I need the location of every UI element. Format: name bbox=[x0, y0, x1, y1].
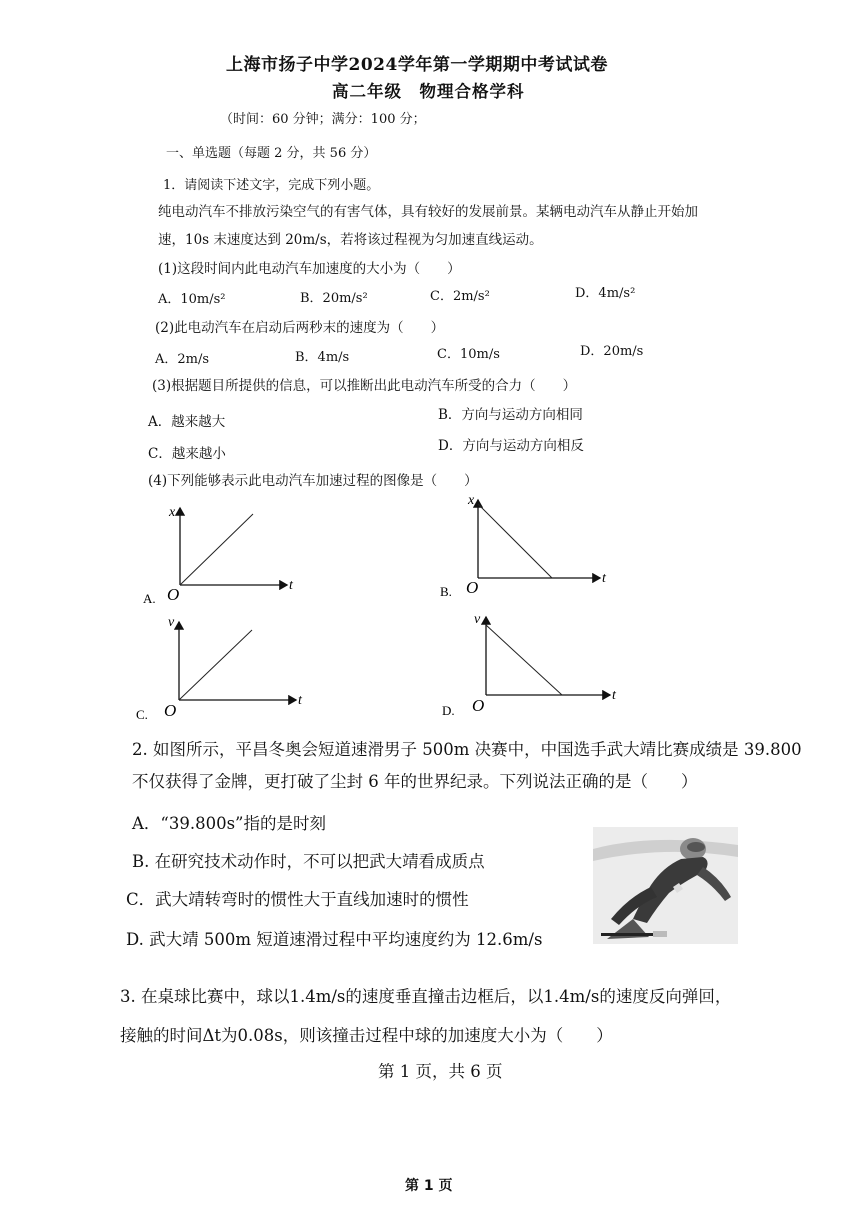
speed-skater-photo bbox=[593, 827, 738, 944]
q1-sub1-option-c: C．2m/s² bbox=[430, 289, 490, 304]
x-axis-label: t bbox=[298, 693, 302, 708]
graph-b bbox=[432, 490, 622, 602]
q1-sub1-option-b: B．20m/s² bbox=[300, 291, 368, 306]
q1-sub2-option-d: D．20m/s bbox=[580, 344, 644, 359]
graph-line bbox=[180, 514, 253, 585]
q3-line2: 接触的时间Δt为0.08s，则该撞击过程中球的加速度大小为（ ） bbox=[120, 1026, 613, 1045]
y-axis-label: x bbox=[169, 505, 176, 520]
exam-title: 上海市扬子中学2024学年第一学期期中考试试卷 bbox=[226, 55, 608, 75]
q2-option-d: D. 武大靖 500m 短道速滑过程中平均速度约为 12.6m/s bbox=[126, 930, 543, 949]
exam-subtitle: 高二年级 物理合格学科 bbox=[332, 82, 525, 101]
q1-sub1-stem: (1)这段时间内此电动汽车加速度的大小为（ ） bbox=[158, 261, 461, 277]
graph-line bbox=[478, 504, 552, 578]
x-axis-label: t bbox=[602, 571, 606, 586]
page-footer: 第 1 页，共 6 页 bbox=[378, 1062, 503, 1081]
y-axis-label: v bbox=[168, 615, 175, 630]
q1-sub3-option-d: D．方向与运动方向相反 bbox=[438, 438, 584, 454]
q2-line2: 不仅获得了金牌，更打破了尘封 6 年的世界纪录。下列说法正确的是（ ） bbox=[132, 772, 698, 791]
time-info: （时间：60 分钟；满分：100 分； bbox=[220, 112, 426, 127]
y-axis-label: v bbox=[474, 612, 481, 627]
q2-option-a: A．“39.800s”指的是时刻 bbox=[132, 814, 326, 833]
q1-sub3-option-b: B．方向与运动方向相同 bbox=[438, 407, 583, 423]
graph-c bbox=[132, 610, 312, 722]
section-heading: 一、单选题（每题 2 分，共 56 分） bbox=[166, 146, 377, 161]
q1-intro: 1．请阅读下述文字，完成下列小题。 bbox=[163, 178, 380, 193]
graph-letter: B. bbox=[440, 584, 452, 599]
q1-sub4-stem: (4)下列能够表示此电动汽车加速过程的图像是（ ） bbox=[148, 473, 478, 489]
q2-line1: 2. 如图所示，平昌冬奥会短道速滑男子 500m 决赛中，中国选手武大靖比赛成绩是 39.800 bbox=[132, 740, 802, 759]
q1-passage-line1: 纯电动汽车不排放污染空气的有害气体，具有较好的发展前景。某辆电动汽车从静止开始加 bbox=[158, 204, 698, 220]
origin-label: O bbox=[466, 578, 479, 597]
graph-letter: A. bbox=[143, 591, 156, 606]
q1-sub1-option-d: D．4m/s² bbox=[575, 286, 636, 301]
origin-label: O bbox=[472, 696, 485, 715]
q1-sub3-option-a: A．越来越大 bbox=[148, 414, 226, 430]
q2-option-b: B. 在研究技术动作时，不可以把武大靖看成质点 bbox=[132, 852, 485, 871]
q1-sub2-option-c: C．10m/s bbox=[437, 347, 500, 362]
graph-letter: D. bbox=[442, 703, 455, 717]
origin-label: O bbox=[164, 701, 177, 720]
q1-sub2-stem: (2)此电动汽车在启动后两秒末的速度为（ ） bbox=[155, 320, 445, 336]
bottom-page-label: 第 1 页 bbox=[405, 1178, 453, 1194]
q1-sub3-option-c: C．越来越小 bbox=[148, 446, 226, 462]
q2-option-c: C．武大靖转弯时的惯性大于直线加速时的惯性 bbox=[126, 890, 469, 909]
graph-line bbox=[179, 630, 252, 700]
q3-line1: 3. 在桌球比赛中，球以1.4m/s的速度垂直撞击边框后，以1.4m/s的速度反向弹回， bbox=[120, 987, 732, 1006]
graph-letter: C. bbox=[136, 707, 148, 722]
x-axis-label: t bbox=[289, 578, 293, 593]
q1-passage-line2: 速，10s 末速度达到 20m/s，若将该过程视为匀加速直线运动。 bbox=[158, 232, 543, 248]
x-axis-label: t bbox=[612, 688, 616, 703]
origin-label: O bbox=[167, 585, 180, 604]
q1-sub2-option-b: B．4m/s bbox=[295, 350, 350, 365]
q1-sub2-option-a: A．2m/s bbox=[155, 352, 210, 367]
graph-a bbox=[135, 500, 315, 612]
q1-sub1-option-a: A．10m/s² bbox=[158, 292, 226, 307]
y-axis-label: x bbox=[468, 493, 475, 508]
graph-d bbox=[440, 605, 630, 717]
q1-sub3-stem: (3)根据题目所提供的信息，可以推断出此电动汽车所受的合力（ ） bbox=[152, 378, 577, 394]
graph-line bbox=[486, 625, 562, 695]
